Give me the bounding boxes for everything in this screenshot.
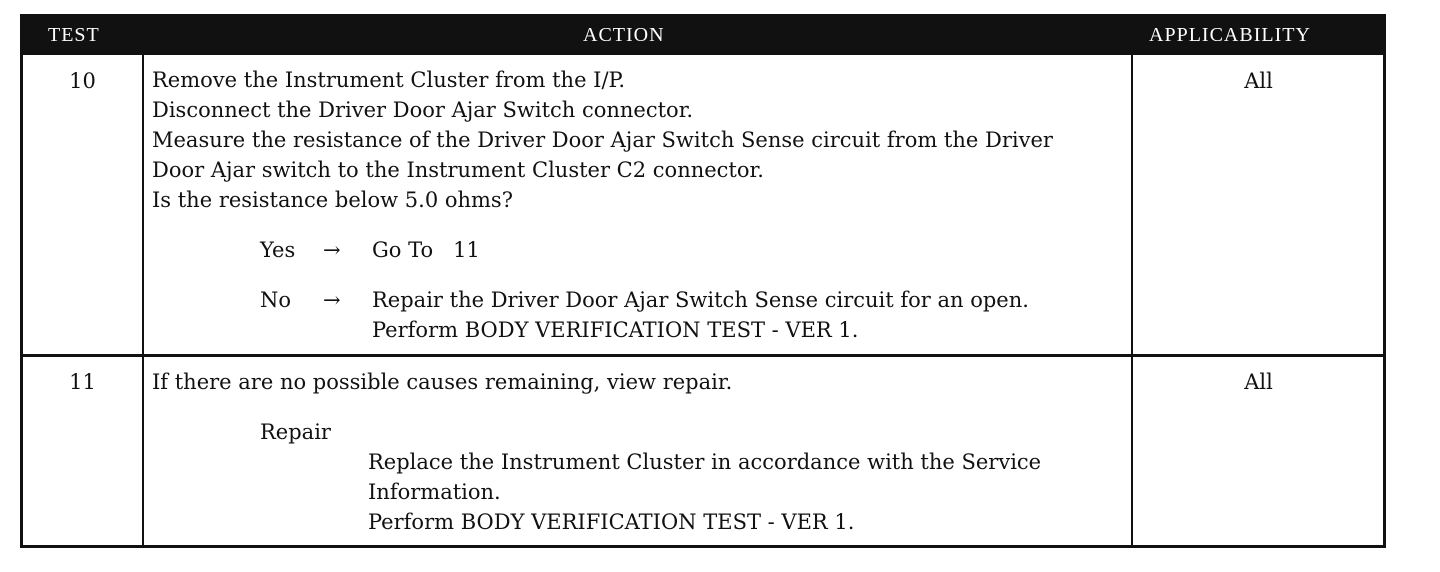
test-number: 10 bbox=[69, 69, 96, 93]
action-line: Remove the Instrument Cluster from the I/P. bbox=[152, 68, 626, 92]
column-divider bbox=[1131, 55, 1133, 545]
header-test: TEST bbox=[48, 24, 100, 46]
no-action: Repair the Driver Door Ajar Switch Sense circuit for an open. bbox=[372, 288, 1029, 312]
column-divider bbox=[142, 55, 144, 545]
yes-label: Yes bbox=[260, 238, 296, 262]
action-line: Door Ajar switch to the Instrument Cluster C2 connector. bbox=[152, 158, 764, 182]
header-applicability: APPLICABILITY bbox=[1149, 24, 1311, 46]
diagnostic-table bbox=[20, 14, 1386, 548]
test-number: 11 bbox=[69, 370, 96, 394]
action-line: Disconnect the Driver Door Ajar Switch connector. bbox=[152, 98, 694, 122]
row-divider bbox=[23, 354, 1383, 357]
table-header bbox=[23, 17, 1383, 55]
action-line: If there are no possible causes remaining, view repair. bbox=[152, 370, 733, 394]
no-action: Perform BODY VERIFICATION TEST - VER 1. bbox=[372, 318, 859, 342]
no-label: No bbox=[260, 288, 292, 312]
header-action: ACTION bbox=[583, 24, 665, 46]
repair-line: Information. bbox=[368, 480, 501, 504]
arrow-icon: → bbox=[323, 288, 341, 312]
yes-action: Go To 11 bbox=[372, 238, 480, 262]
action-line: Is the resistance below 5.0 ohms? bbox=[152, 188, 513, 212]
applicability-value: All bbox=[1244, 69, 1273, 93]
action-line: Measure the resistance of the Driver Door Ajar Switch Sense circuit from the Driver bbox=[152, 128, 1053, 152]
repair-label: Repair bbox=[260, 420, 331, 444]
repair-line: Perform BODY VERIFICATION TEST - VER 1. bbox=[368, 510, 855, 534]
arrow-icon: → bbox=[323, 238, 341, 262]
repair-line: Replace the Instrument Cluster in accordance with the Service bbox=[368, 450, 1042, 474]
applicability-value: All bbox=[1244, 370, 1273, 394]
